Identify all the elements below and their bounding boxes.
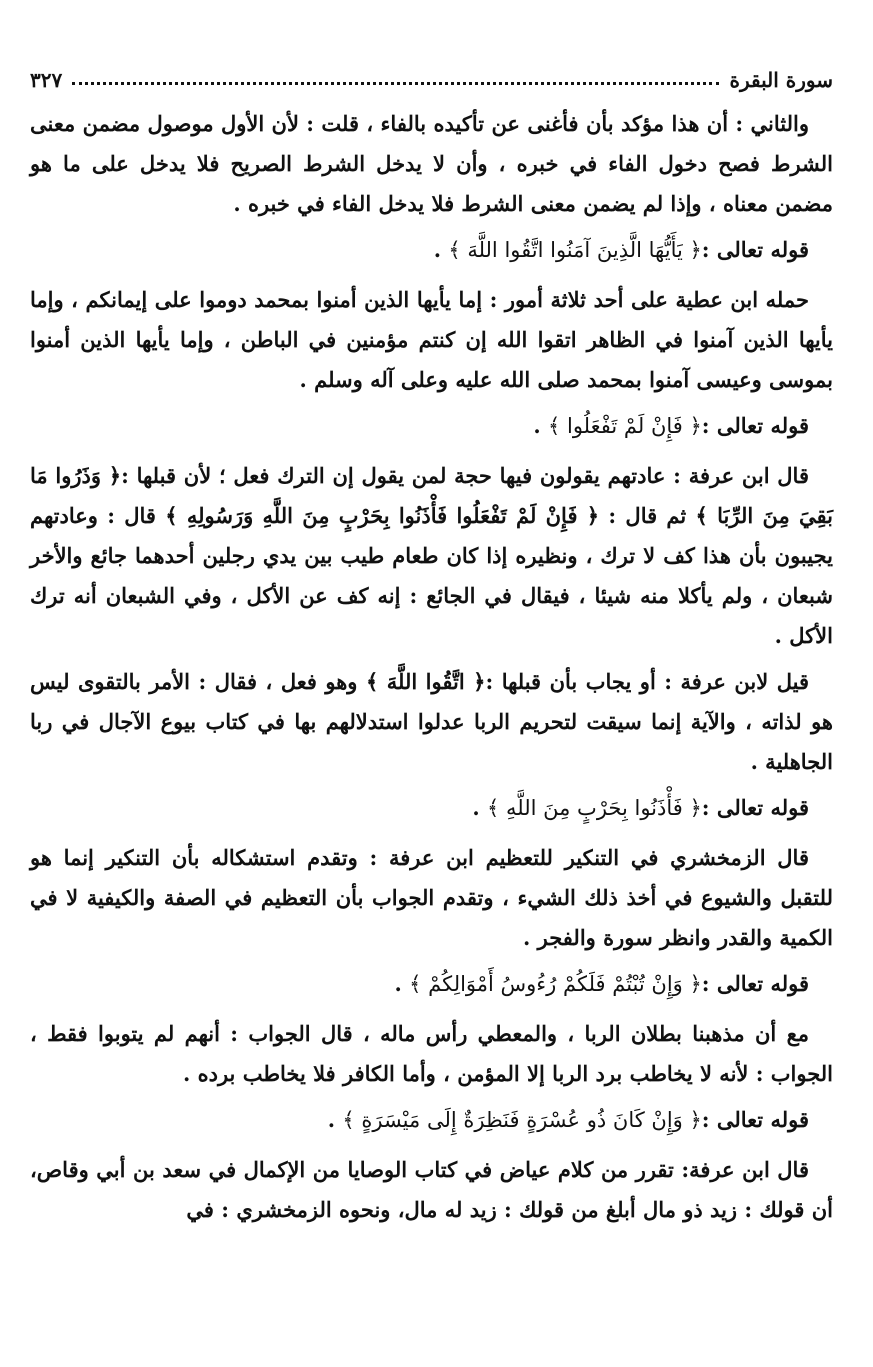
quran-verse: ﴿ فَإِنْ لَمْ تَفْعَلُوا ﴾ bbox=[548, 414, 702, 438]
quran-verse: ﴿ وَإِنْ كَانَ ذُو عُسْرَةٍ فَنَظِرَةٌ إِلَى مَيْسَرَةٍ ﴾ bbox=[342, 1108, 702, 1132]
paragraph: قال الزمخشري في التنكير للتعظيم ابن عرفة : وتقدم استشكاله بأن التنكير إنما هو للتقبل والشيوع في أخذ ذلك الشيء ، وتقدم الجواب بأن التعظيم في الصفة والكيفية لا في الكمية والقدر وانظر سورة والفجر . bbox=[30, 845, 833, 950]
verse-heading-prefix: قوله تعالى : bbox=[701, 237, 809, 262]
body-text bbox=[30, 104, 833, 1230]
verse-heading bbox=[30, 406, 833, 446]
quran-verse: ﴿ وَإِنْ تُبْتُمْ فَلَكُمْ رُءُوسُ أَمْوَالِكُمْ ﴾ bbox=[409, 972, 702, 996]
quran-verse: ﴿ فَأْذَنُوا بِحَرْبٍ مِنَ اللَّهِ ﴾ bbox=[487, 796, 702, 820]
paragraph: قيل لابن عرفة : أو يجاب بأن قبلها :﴿ اتَّقُوا اللَّهَ ﴾ وهو فعل ، فقال : الأمر بالتقوى ليس هو لذاته ، والآية إنما سيقت لتحريم الربا عدلوا استدلالهم بها في كتاب بيوع الآجال في ربا الجاهلية . bbox=[30, 669, 833, 774]
surah-title: سورة البقرة bbox=[729, 68, 833, 92]
paragraph: مع أن مذهبنا بطلان الربا ، والمعطي رأس ماله ، قال الجواب : أنهم لم يتوبوا فقط ، الجواب : لأنه لا يخاطب برد الربا إلا المؤمن ، وأما الكافر فلا يخاطب برده . bbox=[30, 1021, 833, 1086]
verse-heading-suffix: . bbox=[394, 971, 410, 996]
verse-heading bbox=[30, 964, 833, 1004]
verse-heading-suffix: . bbox=[472, 795, 488, 820]
verse-heading bbox=[30, 230, 833, 270]
verse-heading-suffix: . bbox=[327, 1107, 343, 1132]
verse-heading-prefix: قوله تعالى : bbox=[701, 795, 809, 820]
verse-heading-prefix: قوله تعالى : bbox=[701, 1107, 809, 1132]
verse-heading-prefix: قوله تعالى : bbox=[701, 413, 809, 438]
verse-heading-suffix: . bbox=[533, 413, 549, 438]
verse-heading bbox=[30, 788, 833, 828]
quran-verse: ﴿ يَأَيُّهَا الَّذِينَ آمَنُوا اتَّقُوا اللَّهَ ﴾ bbox=[448, 238, 702, 262]
verse-heading-prefix: قوله تعالى : bbox=[701, 971, 809, 996]
paragraph: حمله ابن عطية على أحد ثلاثة أمور : إما يأيها الذين أمنوا بمحمد دوموا على إيمانكم ، وإما يأيها الذين آمنوا في الظاهر اتقوا الله إن كنتم مؤمنين في الباطن ، وإما يأيها الذين أمنوا بموسى وعيسى آمنوا بمحمد صلى الله عليه وعلى آله وسلم . bbox=[30, 287, 833, 392]
paragraph: قال ابن عرفة: تقرر من كلام عياض في كتاب الوصايا من الإكمال في سعد بن أبي وقاص، أن قولك : زيد ذو مال أبلغ من قولك : زيد له مال، ونحوه الزمخشري : في bbox=[30, 1157, 833, 1222]
running-head bbox=[30, 62, 833, 92]
verse-heading-suffix: . bbox=[433, 237, 449, 262]
paragraph: قال ابن عرفة : عادتهم يقولون فيها حجة لمن يقول إن الترك فعل ؛ لأن قبلها :﴿ وَذَرُوا مَا بَقِيَ مِنَ الرِّبَا ﴾ ثم قال : ﴿ فَإِنْ لَمْ تَفْعَلُوا فَأْذَنُوا بِحَرْبٍ مِنَ اللَّهِ وَرَسُولِهِ ﴾ قال : وعادتهم يجيبون بأن هذا كف لا ترك ، ونظيره إذا كان طعام طيب بين يدي رجلين أحدهما جائع والأخر شبعان ، ولم يأكلا منه شيئا ، فيقال في الجائع : إنه كف عن الأكل ، وفي الشبعان أنه ترك الأكل . bbox=[30, 463, 833, 648]
book-page bbox=[30, 62, 833, 1357]
leader-dots bbox=[72, 81, 719, 85]
paragraph: والثاني : أن هذا مؤكد بأن فأغنى عن تأكيده بالفاء ، قلت : لأن الأول موصول مضمن معنى الشرط فصح دخول الفاء في خبره ، وأن لا يدخل الشرط الصريح فلا يدخل على ما هو مضمن معناه ، وإذا لم يضمن معنى الشرط فلا يدخل الفاء في خبره . bbox=[30, 111, 833, 216]
verse-heading bbox=[30, 1100, 833, 1140]
page-number: ٣٢٧ bbox=[30, 68, 63, 92]
